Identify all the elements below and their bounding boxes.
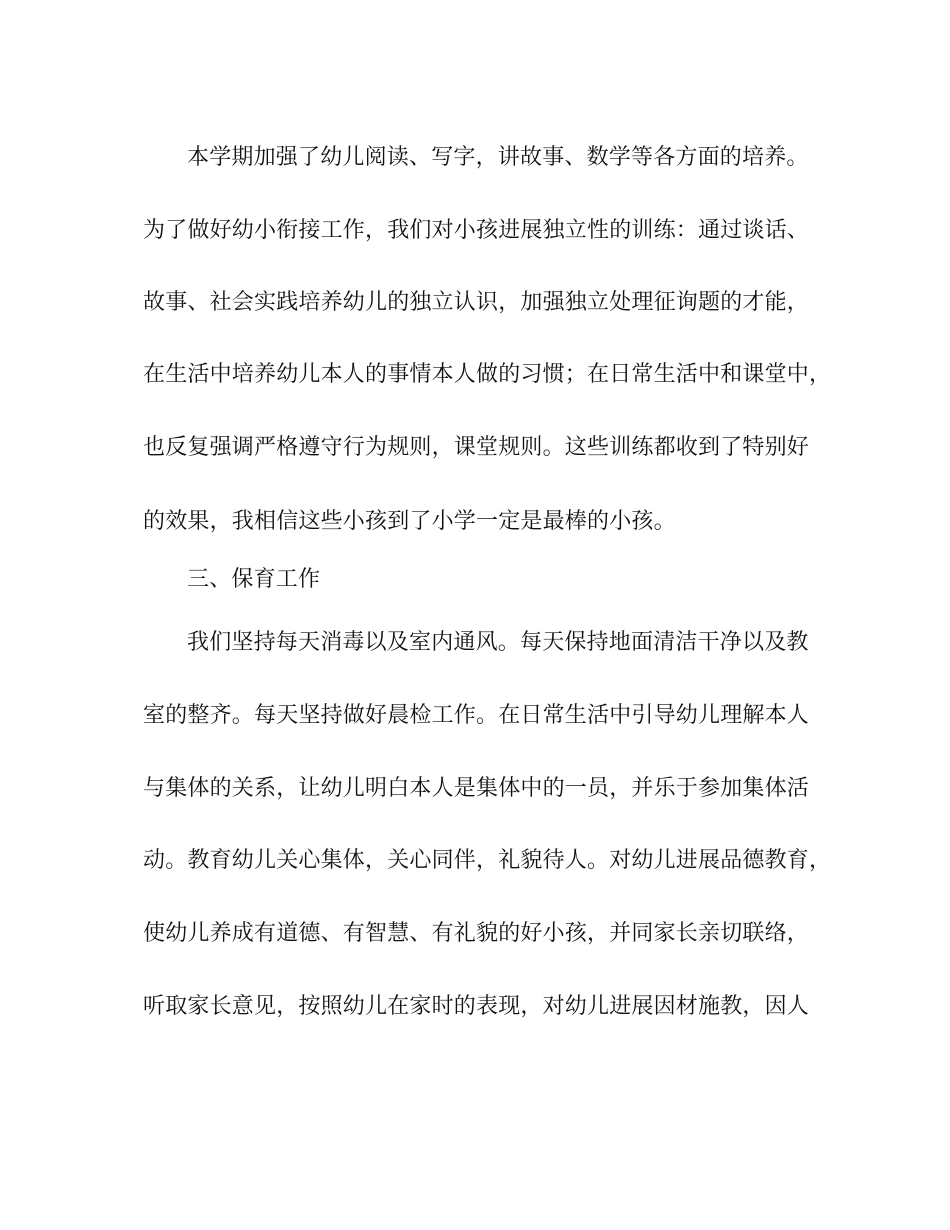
paragraph-line: 故事、社会实践培养幼儿的独立认识，加强独立处理征询题的才能， xyxy=(143,290,810,315)
paragraph-line: 为了做好幼小衔接工作，我们对小孩进展独立性的训练：通过谈话、 xyxy=(143,218,810,243)
paragraph-line: 在生活中培养幼儿本人的事情本人做的习惯；在日常生活中和课堂中， xyxy=(143,362,832,387)
paragraph-line: 动。教育幼儿关心集体，关心同伴，礼貌待人。对幼儿进展品德教育， xyxy=(143,848,832,873)
paragraph-line: 的效果，我相信这些小孩到了小学一定是最棒的小孩。 xyxy=(143,509,676,534)
paragraph-line: 听取家长意见，按照幼儿在家时的表现，对幼儿进展因材施教，因人 xyxy=(143,994,810,1019)
section-heading: 三、保育工作 xyxy=(187,567,321,592)
paragraph-line: 使幼儿养成有道德、有智慧、有礼貌的好小孩，并同家长亲切联络， xyxy=(143,921,810,946)
paragraph-line: 也反复强调严格遵守行为规则，课堂规则。这些训练都收到了特别好 xyxy=(143,435,810,460)
paragraph-line: 室的整齐。每天坚持做好晨检工作。在日常生活中引导幼儿理解本人 xyxy=(143,703,810,728)
paragraph-line: 与集体的关系，让幼儿明白本人是集体中的一员，并乐于参加集体活 xyxy=(143,776,810,801)
paragraph-line: 我们坚持每天消毒以及室内通风。每天保持地面清洁干净以及教 xyxy=(187,630,809,655)
paragraph-line: 本学期加强了幼儿阅读、写字，讲故事、数学等各方面的培养。 xyxy=(187,145,809,170)
